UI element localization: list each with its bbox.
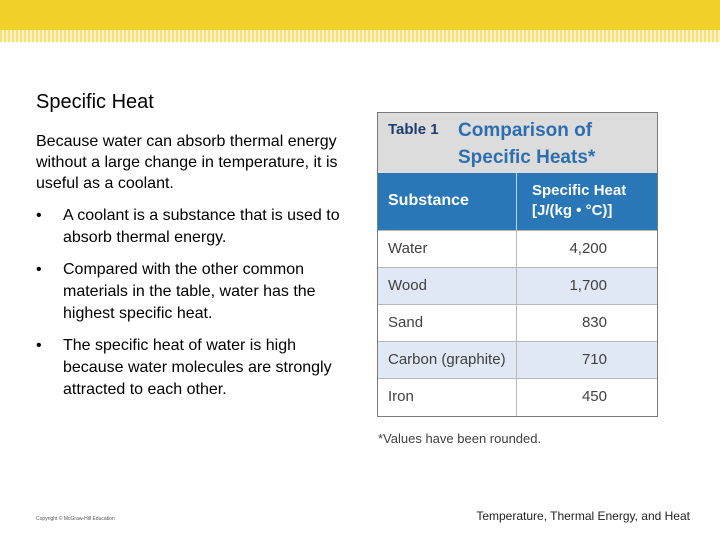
- table-caption-line2: Specific Heats*: [458, 147, 596, 168]
- bullet-item: [36, 259, 356, 325]
- table-row: [378, 341, 657, 378]
- specific-heat-cell: 4,200: [569, 240, 607, 257]
- column-divider: [516, 342, 517, 379]
- specific-heat-cell: 450: [581, 388, 607, 405]
- table-caption: [458, 117, 595, 171]
- substance-cell: Iron: [388, 388, 414, 405]
- table-row: [378, 267, 657, 304]
- bullet-list: [36, 205, 356, 411]
- table-footnote: *Values have been rounded.: [378, 431, 542, 446]
- intro-paragraph: Because water can absorb thermal energy without a large change in temperature, it is useful as a coolant.: [36, 133, 338, 192]
- slide-title: Specific Heat: [36, 91, 154, 113]
- column-header-substance: Substance: [388, 192, 469, 209]
- column-header-specific-heat-line2: [J/(kg • °C)]: [532, 202, 613, 219]
- column-divider: [516, 379, 517, 416]
- column-header-specific-heat-line1: Specific Heat: [532, 182, 627, 199]
- table-row: [378, 230, 657, 267]
- column-divider: [516, 173, 517, 230]
- table-header-row: [378, 173, 657, 230]
- top-banner-fade: [0, 30, 720, 42]
- substance-cell: Sand: [388, 314, 424, 331]
- table-row: [378, 378, 657, 415]
- column-divider: [516, 268, 517, 305]
- footer-title: Temperature, Thermal Energy, and Heat: [476, 509, 690, 523]
- bullet-text: The specific heat of water is high because water molecules are strongly attracted to each other.: [63, 337, 332, 398]
- column-divider: [516, 231, 517, 268]
- substance-cell: Water: [388, 240, 428, 257]
- specific-heat-table: [377, 112, 658, 417]
- substance-cell: Carbon (graphite): [388, 351, 506, 368]
- bullet-icon: •: [36, 261, 42, 278]
- bullet-item: [36, 205, 356, 249]
- specific-heat-cell: 1,700: [569, 277, 607, 294]
- column-divider: [516, 305, 517, 342]
- bullet-text: Compared with the other common materials in the table, water has the highest specific heat.: [63, 261, 316, 322]
- column-header-specific-heat: [532, 181, 626, 221]
- table-title-bar: [378, 113, 657, 173]
- bullet-text: A coolant is a substance that is used to absorb thermal energy.: [63, 207, 340, 246]
- table-row: [378, 304, 657, 341]
- specific-heat-cell: 830: [581, 314, 607, 331]
- table-caption-line1: Comparison of: [458, 120, 593, 141]
- table-label: Table 1: [388, 121, 439, 138]
- top-banner: [0, 0, 720, 30]
- specific-heat-cell: 710: [581, 351, 607, 368]
- bullet-icon: •: [36, 337, 42, 354]
- copyright-notice: Copyright © McGraw-Hill Education: [36, 516, 115, 522]
- bullet-icon: •: [36, 207, 42, 224]
- bullet-item: [36, 335, 356, 401]
- substance-cell: Wood: [388, 277, 427, 294]
